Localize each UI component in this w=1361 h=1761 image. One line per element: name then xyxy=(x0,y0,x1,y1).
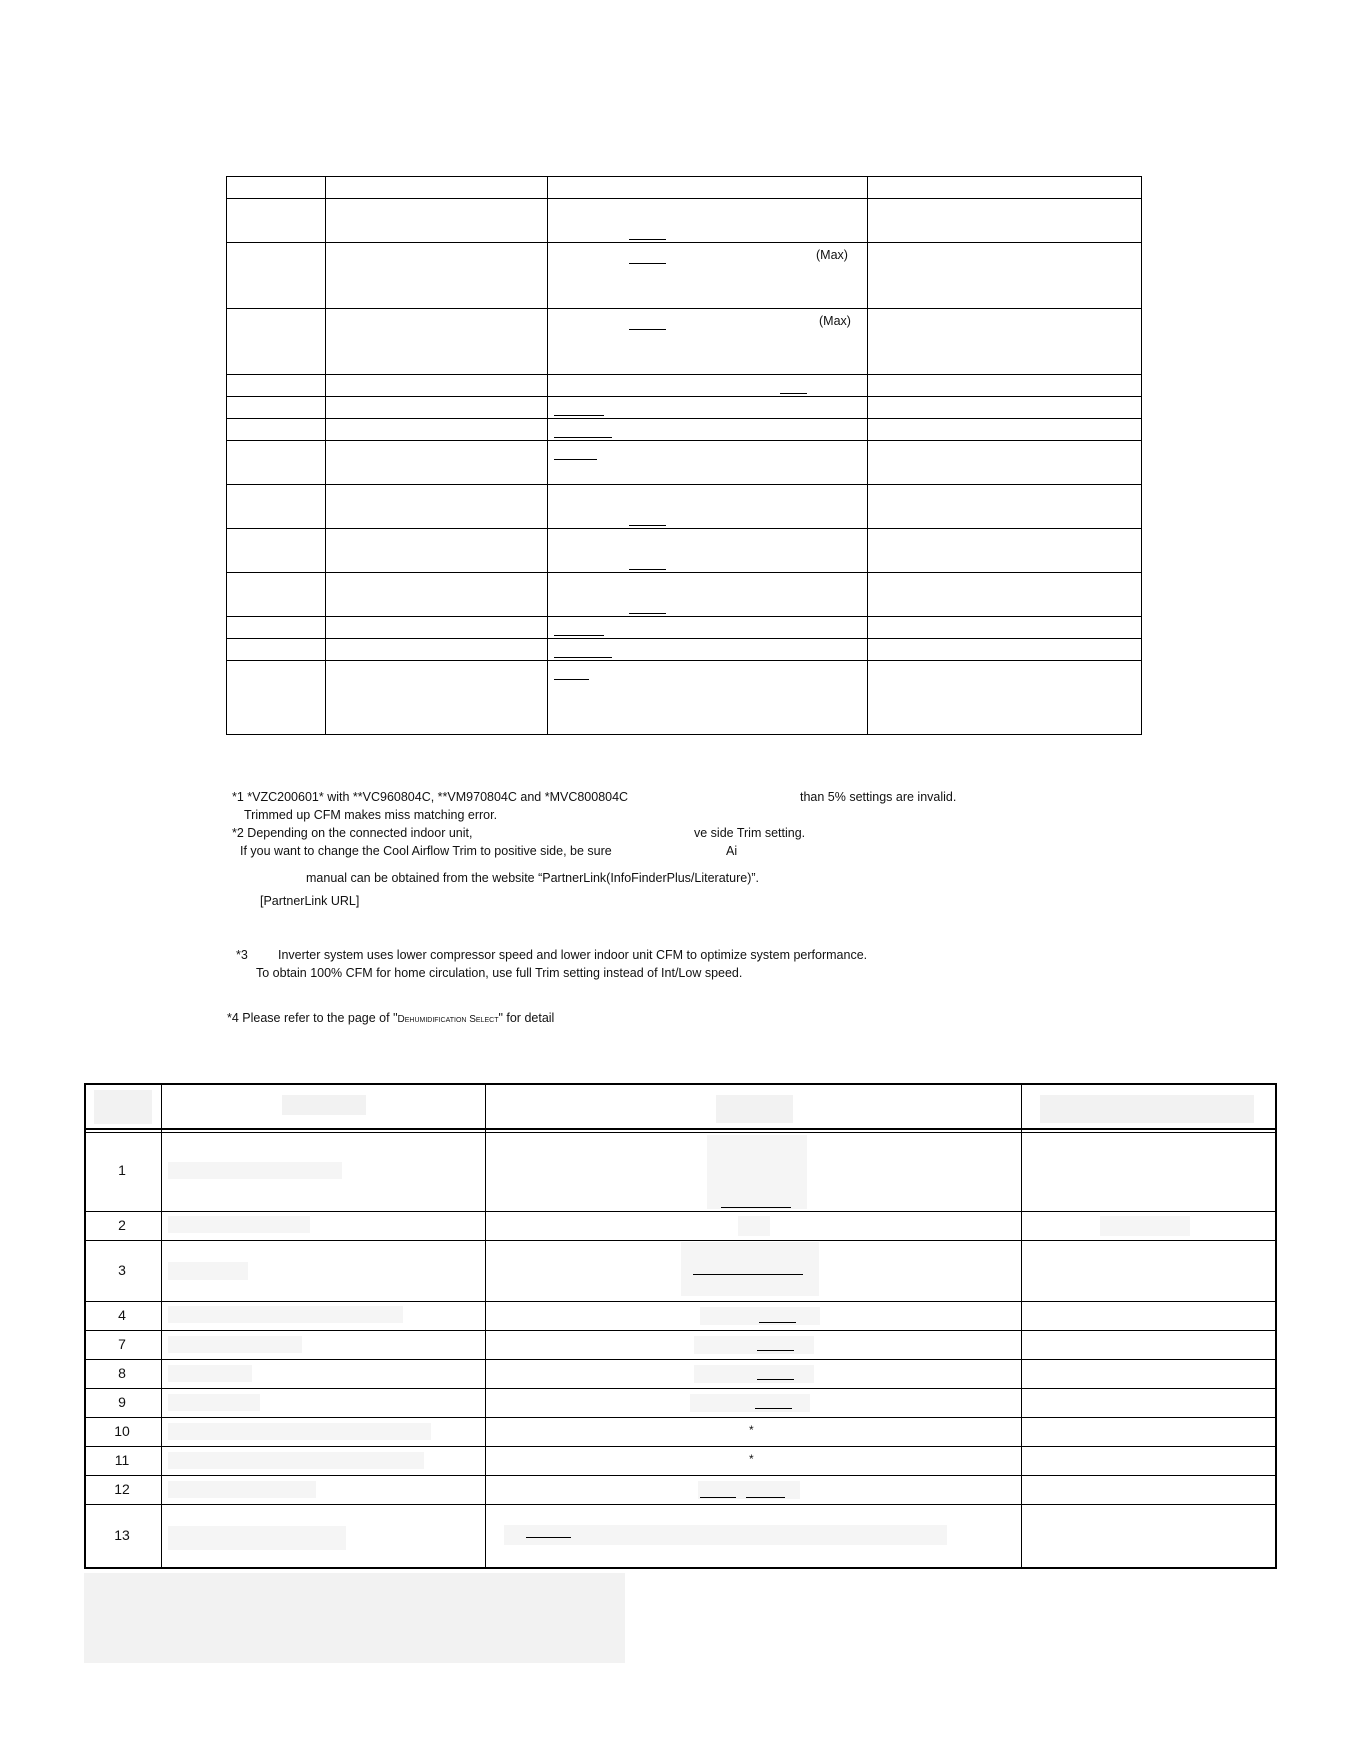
row-number: 2 xyxy=(118,1217,126,1233)
top-table-row-line xyxy=(226,374,1142,375)
cell-redacted xyxy=(694,1336,814,1354)
underline-mark xyxy=(746,1497,785,1498)
cell-redacted xyxy=(168,1481,316,1498)
note-2-line-1a: *2 Depending on the connected indoor unit, xyxy=(232,826,473,840)
bottom-table-row-line xyxy=(84,1417,1277,1418)
header-redacted xyxy=(282,1095,366,1115)
cell-redacted xyxy=(168,1423,431,1440)
bottom-table-border-bottom xyxy=(84,1567,1277,1569)
row-number: 13 xyxy=(114,1527,130,1543)
bottom-table-row-line xyxy=(84,1504,1277,1505)
header-redacted xyxy=(1040,1095,1254,1123)
top-table-col-line xyxy=(1141,176,1142,735)
row-number: 12 xyxy=(114,1481,130,1497)
underline-mark xyxy=(629,239,666,240)
bottom-table-col-line xyxy=(1021,1083,1022,1569)
row-number: 11 xyxy=(114,1452,130,1468)
bottom-table-header-line xyxy=(84,1132,1277,1133)
cell-redacted xyxy=(168,1336,302,1353)
top-table-row-line xyxy=(226,638,1142,639)
note-2-line-2b: Ai xyxy=(726,844,738,858)
max-label: (Max) xyxy=(819,314,851,328)
top-table-row-line xyxy=(226,660,1142,661)
redacted-note-box xyxy=(84,1573,625,1663)
underline-mark xyxy=(759,1322,796,1323)
bottom-table-row-line xyxy=(84,1240,1277,1241)
row-number: 8 xyxy=(118,1365,126,1381)
underline-mark xyxy=(757,1379,794,1380)
asterisk-mark: * xyxy=(749,1452,754,1466)
top-table-col-line xyxy=(325,176,326,735)
note-3-line-2: To obtain 100% CFM for home circulation, use full Trim setting instead of Int/Low speed. xyxy=(256,966,743,980)
note-2-line-3: manual can be obtained from the website “PartnerLink(InfoFinderPlus/Literature)”. xyxy=(306,871,760,885)
underline-mark xyxy=(554,415,604,416)
asterisk-mark: * xyxy=(749,1423,754,1437)
cell-redacted xyxy=(168,1526,346,1550)
row-number: 7 xyxy=(118,1336,126,1352)
bottom-table-border-right xyxy=(1275,1083,1277,1569)
note-1-line-1a: *1 *VZC200601* with **VC960804C, **VM970804C and *MVC800804C xyxy=(232,790,629,804)
bottom-table-row-line xyxy=(84,1388,1277,1389)
note-4-dehumidification-select: Dehumidification Select xyxy=(397,1014,499,1025)
max-label: (Max) xyxy=(816,248,848,262)
bottom-table-header-line xyxy=(84,1128,1277,1130)
note-4 xyxy=(227,1011,554,1027)
cell-redacted xyxy=(738,1216,770,1236)
note-1-line-2: Trimmed up CFM makes miss matching error. xyxy=(244,808,498,822)
bottom-table-col-line xyxy=(161,1083,162,1569)
cell-redacted xyxy=(168,1162,342,1179)
bottom-table-row-line xyxy=(84,1211,1277,1212)
cell-redacted xyxy=(168,1365,252,1382)
top-table-row-line xyxy=(226,572,1142,573)
top-table-row-line xyxy=(226,440,1142,441)
note-2-line-1b: ve side Trim setting. xyxy=(694,826,806,840)
bottom-table-row-line xyxy=(84,1446,1277,1447)
cell-redacted xyxy=(1100,1216,1190,1236)
note-3-marker: *3 xyxy=(236,948,248,962)
header-redacted xyxy=(716,1095,793,1123)
note-4-suffix: " for detail xyxy=(498,1011,555,1025)
top-table-col-line xyxy=(547,176,548,735)
cell-redacted xyxy=(168,1452,424,1469)
underline-mark xyxy=(629,525,666,526)
cell-redacted xyxy=(707,1135,807,1209)
top-table-col-line xyxy=(226,176,227,735)
note-4-prefix: *4 Please refer to the page of " xyxy=(227,1011,398,1025)
top-table-row-line xyxy=(226,198,1142,199)
underline-mark xyxy=(629,263,666,264)
top-table-border-bottom xyxy=(226,734,1142,735)
cell-redacted xyxy=(690,1394,810,1412)
top-table-row-line xyxy=(226,484,1142,485)
underline-mark xyxy=(629,329,666,330)
bottom-table-row-line xyxy=(84,1359,1277,1360)
underline-mark xyxy=(629,569,666,570)
underline-mark xyxy=(721,1207,791,1208)
top-table-row-line xyxy=(226,308,1142,309)
underline-mark xyxy=(780,393,807,394)
cell-redacted xyxy=(681,1242,819,1296)
underline-mark xyxy=(693,1274,803,1275)
bottom-table-row-line xyxy=(84,1301,1277,1302)
bottom-table-row-line xyxy=(84,1475,1277,1476)
note-1-line-1b: than 5% settings are invalid. xyxy=(800,790,957,804)
top-table-border-top xyxy=(226,176,1142,177)
underline-mark xyxy=(757,1350,794,1351)
underline-mark xyxy=(554,657,612,658)
underline-mark xyxy=(554,459,597,460)
partnerlink-url: [PartnerLink URL] xyxy=(260,894,360,908)
cell-redacted xyxy=(168,1216,310,1233)
cell-redacted xyxy=(694,1365,814,1383)
header-redacted xyxy=(94,1090,152,1124)
top-table-col-line xyxy=(867,176,868,735)
underline-mark xyxy=(554,437,612,438)
bottom-table-row-line xyxy=(84,1330,1277,1331)
note-2-line-2a: If you want to change the Cool Airflow Trim to positive side, be sure xyxy=(240,844,612,858)
cell-redacted xyxy=(168,1394,260,1411)
row-number: 10 xyxy=(114,1423,130,1439)
row-number: 4 xyxy=(118,1307,126,1323)
underline-mark xyxy=(526,1537,571,1538)
cell-redacted xyxy=(168,1262,248,1280)
cell-redacted xyxy=(168,1306,403,1323)
top-table-row-line xyxy=(226,242,1142,243)
top-table-row-line xyxy=(226,418,1142,419)
top-table-row-line xyxy=(226,616,1142,617)
cell-redacted xyxy=(504,1525,947,1545)
underline-mark xyxy=(755,1408,792,1409)
bottom-table-border-top xyxy=(84,1083,1277,1085)
underline-mark xyxy=(700,1497,736,1498)
underline-mark xyxy=(554,635,604,636)
note-3-line-1: Inverter system uses lower compressor speed and lower indoor unit CFM to optimize system performance. xyxy=(278,948,868,962)
bottom-table-col-line xyxy=(485,1083,486,1569)
row-number: 3 xyxy=(118,1262,126,1278)
underline-mark xyxy=(554,679,589,680)
underline-mark xyxy=(629,613,666,614)
row-number: 1 xyxy=(118,1162,126,1178)
top-table-row-line xyxy=(226,528,1142,529)
top-table-row-line xyxy=(226,396,1142,397)
row-number: 9 xyxy=(118,1394,126,1410)
